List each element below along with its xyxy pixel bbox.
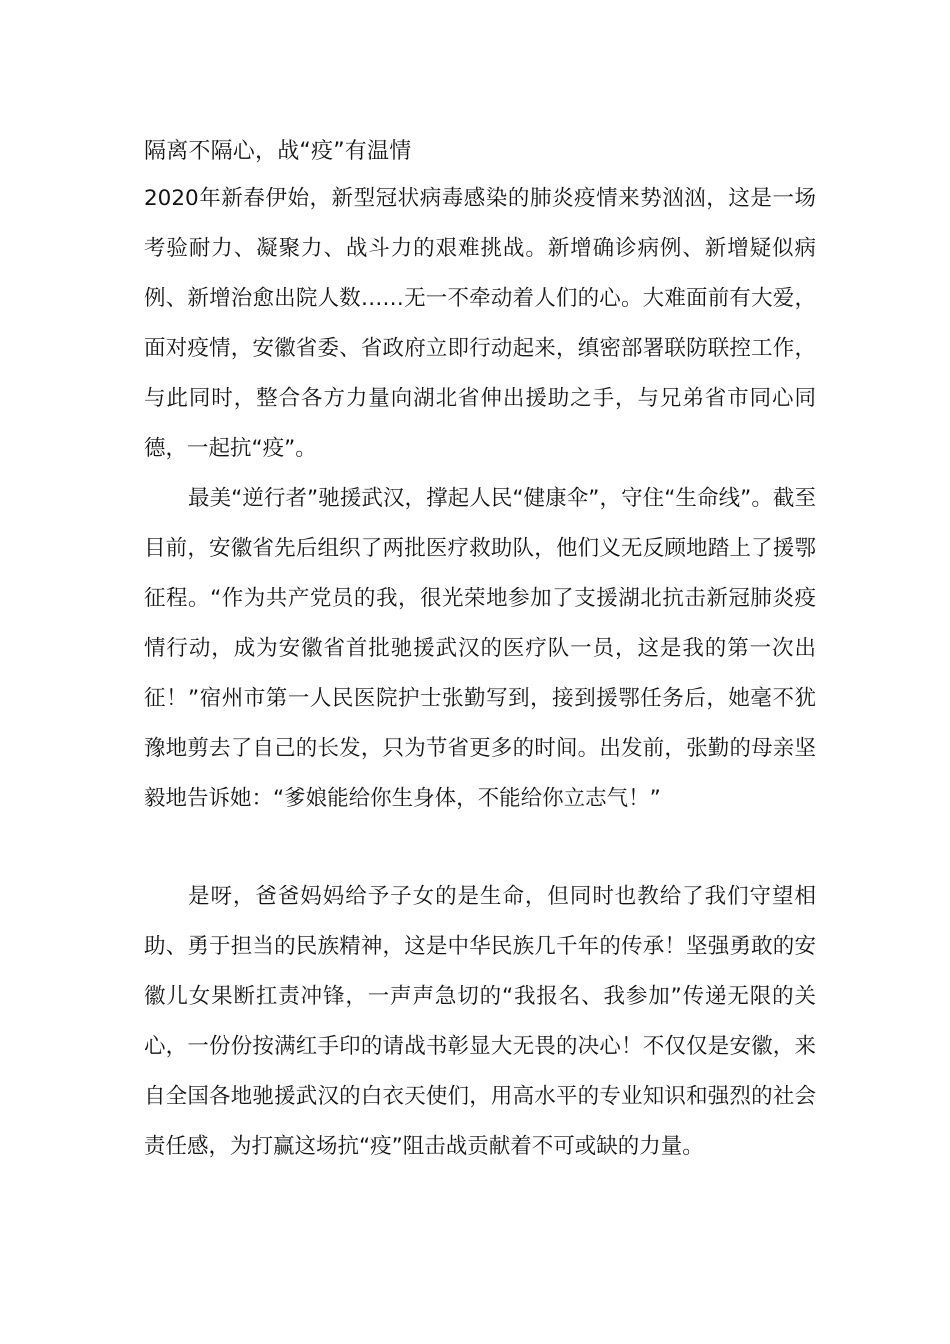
document-title: 隔离不隔心，战“疫”有温情 [144, 139, 412, 164]
paragraph-2: 最美“逆行者”驰援武汉，撑起人民“健康伞”，守住“生命线”。截至目前，安徽省先后组织了两批医疗救助队，他们义无反顾地踏上了援鄂征程。“作为共产党员的我，很光荣地参加了支援湖北抗击新冠肺炎疫情行动，成为安徽省首批驰援武汉的医疗队一员，这是我的第一次出征！”宿州市第一人民医院护士张勤写到，接到援鄂任务后，她毫不犹豫地剪去了自己的长发，只为节省更多的时间。出发前，张勤的母亲坚毅地告诉她：“爹娘能给你生身体，不能给你立志气！” [144, 486, 816, 811]
paragraph-3: 是呀，爸爸妈妈给予子女的是生命，但同时也教给了我们守望相助、勇于担当的民族精神，这是中华民族几千年的传承！坚强勇敢的安徽儿女果断扛责冲锋，一声声急切的“我报名、我参加”传递无限的关心，一份份按满红手印的请战书彰显大无畏的决心！不仅仅是安徽，来自全国各地驰援武汉的白衣天使们，用高水平的专业知识和强烈的社会责任感，为打赢这场抗“疫”阻击战贡献着不可或缺的力量。 [144, 884, 816, 1159]
paragraph-1: 2020年新春伊始，新型冠状病毒感染的肺炎疫情来势汹汹，这是一场考验耐力、凝聚力、战斗力的艰难挑战。新增确诊病例、新增疑似病例、新增治愈出院人数……无一不牵动着人们的心。大难面前有大爱，面对疫情，安徽省委、省政府立即行动起来，缜密部署联防联控工作，与此同时，整合各方力量向湖北省伸出援助之手，与兄弟省市同心同德，一起抗“疫”。 [144, 186, 816, 461]
